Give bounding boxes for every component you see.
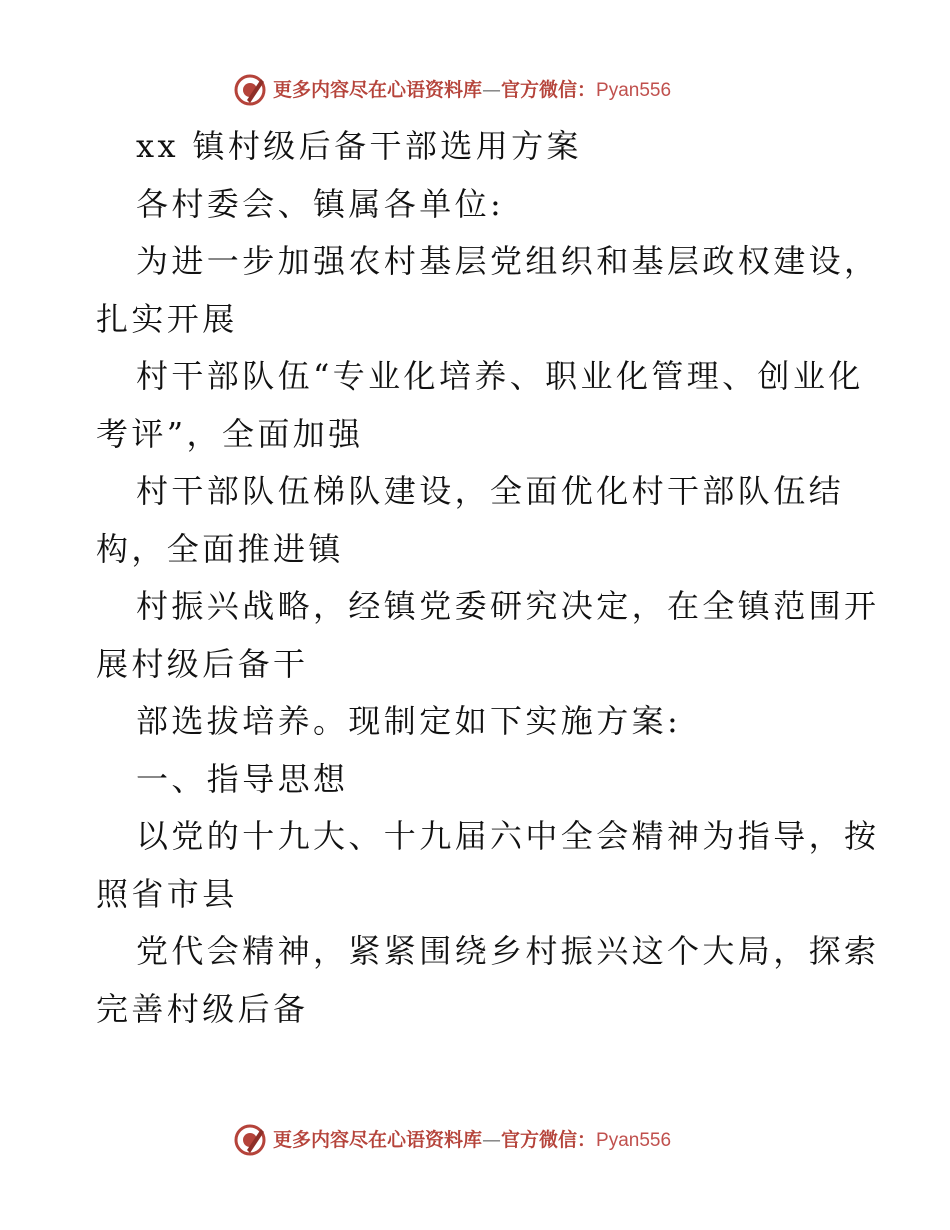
document-line: 党代会精神，紧紧围绕乡村振兴这个大局，探索 [136, 932, 880, 970]
watermark-separator: — [482, 78, 502, 101]
red-pen-circle-logo-icon [233, 1123, 267, 1157]
document-line: 村干部队伍梯队建设，全面优化村干部队伍结 [136, 472, 845, 510]
watermark-separator: — [482, 1128, 502, 1151]
watermark-text [273, 1122, 671, 1159]
watermark-suffix: 官方微信： [501, 1128, 597, 1151]
watermark-header [233, 72, 671, 108]
red-pen-circle-logo-icon [233, 73, 267, 107]
document-line: 扎实开展 [96, 299, 238, 338]
document-line: 考评”，全面加强 [96, 414, 364, 453]
watermark-handle: Pyan556 [596, 79, 672, 101]
document-line: 村干部队伍“专业化培养、职业化管理、创业化 [136, 357, 864, 395]
document-body [96, 118, 880, 1038]
document-line: 为进一步加强农村基层党组织和基层政权建设， [136, 242, 880, 280]
document-line: 构，全面推进镇 [96, 529, 344, 568]
document-line: 以党的十九大、十九届六中全会精神为指导，按 [136, 817, 880, 855]
document-line: 一、指导思想 [136, 759, 349, 798]
watermark-main: 更多内容尽在心语资料库 [273, 78, 483, 101]
document-line: xx 镇村级后备干部选用方案 [136, 127, 582, 165]
watermark-handle: Pyan556 [596, 1129, 672, 1151]
document-line: 完善村级后备 [96, 989, 309, 1028]
document-line: 部选拔培养。现制定如下实施方案: [136, 702, 682, 740]
watermark-text [273, 72, 671, 109]
document-line: 村振兴战略，经镇党委研究决定，在全镇范围开 [136, 587, 880, 625]
watermark-suffix: 官方微信： [501, 78, 597, 101]
document-line: 展村级后备干 [96, 644, 309, 683]
document-line: 照省市县 [96, 874, 238, 913]
watermark-footer [233, 1122, 671, 1158]
document-line: 各村委会、镇属各单位: [136, 184, 505, 223]
watermark-main: 更多内容尽在心语资料库 [273, 1128, 483, 1151]
